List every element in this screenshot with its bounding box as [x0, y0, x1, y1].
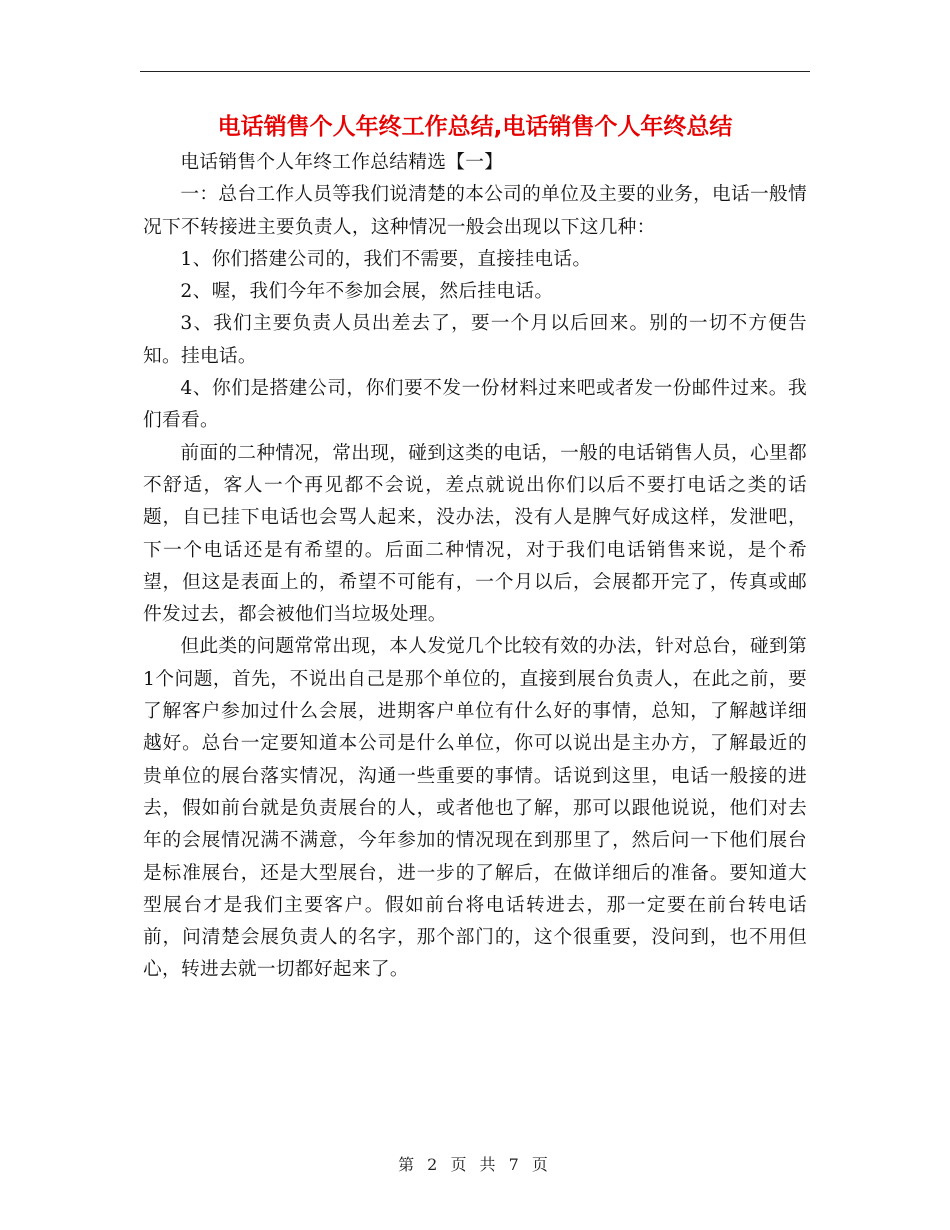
page-number-footer: 第 2 页 共 7 页	[398, 1155, 552, 1174]
paragraph: 1、你们搭建公司的，我们不需要，直接挂电话。	[180, 248, 592, 270]
paragraph: 4、你们是搭建公司，你们要不发一份材料过来吧或者发一份邮件过来。我们看看。	[143, 378, 807, 432]
paragraph: 3、我们主要负责人员出差去了，要一个月以后回来。别的一切不方便告知。挂电话。	[143, 313, 807, 367]
section-heading: 电话销售个人年终工作总结精选【一】	[180, 152, 504, 173]
document-title: 电话销售个人年终工作总结,电话销售个人年终总结	[217, 114, 733, 140]
paragraph: 但此类的问题常常出现，本人发觉几个比较有效的办法，针对总台，碰到第1个问题，首先，不说出自己是那个单位的，直接到展台负责人，在此之前，要了解客户参加过什么会展，进期客户单位有什么好的事情，总知，了解越详细越好。总台一定要知道本公司是什么单位，你可以说出是主办方，了解最近的贵单位的展台落实情况，沟通一些重要的事情。话说到这里，电话一般接的进去，假如前台就是负责展台的人，或者他也了解，那可以跟他说说，他们对去年的会展情况满不满意，今年参加的情况现在到那里了，然后问一下他们展台是标准展台，还是大型展台，进一步的了解后，在做详细后的准备。要知道大型展台才是我们主要客户。假如前台将电话转进去，那一定要在前台转电话前，问清楚会展负责人的名字，那个部门的，这个很重要，没问到，也不用但心，转进去就一切都好起来了。	[143, 636, 807, 981]
paragraph: 2、喔，我们今年不参加会展，然后挂电话。	[180, 281, 554, 303]
header-rule	[140, 71, 810, 72]
paragraph: 前面的二种情况，常出现，碰到这类的电话，一般的电话销售人员，心里都不舒适，客人一个再见都不会说，差点就说出你们以后不要打电话之类的话题，自已挂下电话也会骂人起来，没办法，没有人是脾气好成这样，发泄吧，下一个电话还是有希望的。后面二种情况，对于我们电话销售来说，是个希望，但这是表面上的，希望不可能有，一个月以后，会展都开完了，传真或邮件发过去，都会被他们当垃圾处理。	[143, 442, 807, 626]
document-body	[143, 147, 807, 987]
paragraph: 一：总台工作人员等我们说清楚的本公司的单位及主要的业务，电话一般情况下不转接进主要负责人，这种情况一般会出现以下这几种：	[143, 184, 807, 238]
